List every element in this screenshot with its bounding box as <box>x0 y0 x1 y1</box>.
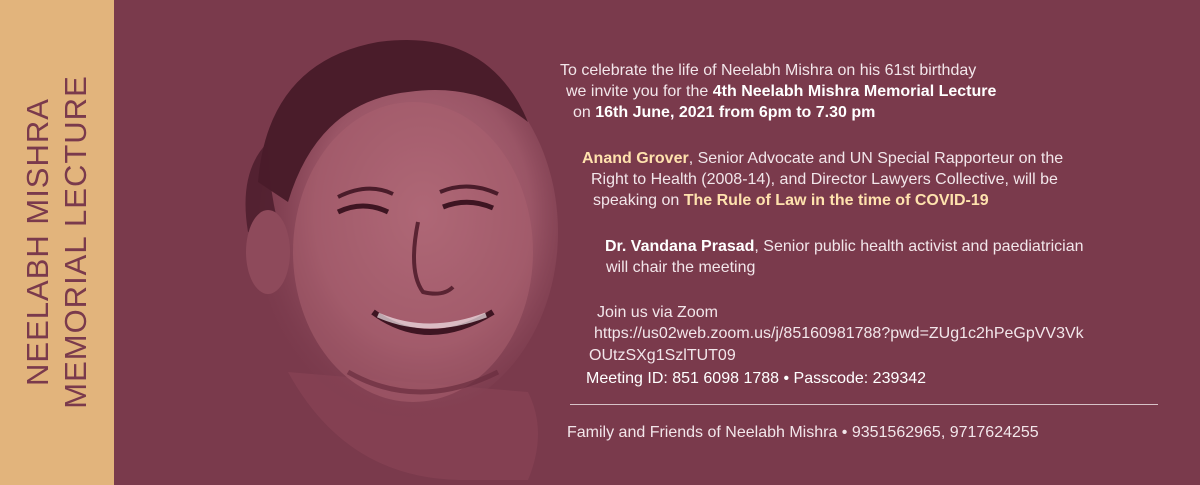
sidebar-title-line2: MEMORIAL LECTURE <box>58 75 93 409</box>
zoom-url-line2: OUtzSXg1SzlTUT09 <box>589 347 736 364</box>
zoom-join: Join us via Zoom <box>597 304 718 321</box>
footer-contact: Family and Friends of Neelabh Mishra • 9351562965, 9717624255 <box>567 424 1039 441</box>
zoom-url-line1: https://us02web.zoom.us/j/85160981788?pwd=ZUg1c2hPeGpVV3Vk <box>594 325 1084 342</box>
speaker-name: Anand Grover <box>582 150 689 167</box>
intro-line2-prefix: we invite you for the <box>566 83 713 100</box>
speaker-line2: Right to Health (2008-14), and Director Lawyers Collective, will be <box>591 171 1058 188</box>
divider <box>570 404 1158 405</box>
intro-line1: To celebrate the life of Neelabh Mishra on his 61st birthday <box>560 62 977 79</box>
chair-line1 <box>605 237 1084 257</box>
event-title: 4th Neelabh Mishra Memorial Lecture <box>712 83 997 100</box>
speaker-line1 <box>582 149 1063 169</box>
speaker-line3-prefix: speaking on <box>593 192 684 209</box>
chair-line2: will chair the meeting <box>606 259 756 276</box>
lecture-topic: The Rule of Law in the time of COVID-19 <box>683 192 989 209</box>
chair-line1-rest: , Senior public health activist and paediatrician <box>754 238 1084 255</box>
event-datetime: 16th June, 2021 from 6pm to 7.30 pm <box>595 104 876 121</box>
intro-line2 <box>566 82 996 102</box>
intro-line3 <box>573 103 875 123</box>
chair-name: Dr. Vandana Prasad <box>605 238 755 255</box>
speaker-line1-rest: , Senior Advocate and UN Special Rapporteur on the <box>688 150 1064 167</box>
zoom-meeting-details: Meeting ID: 851 6098 1788 • Passcode: 239342 <box>586 370 927 387</box>
sidebar-title-line1: NEELABH MISHRA <box>20 98 55 386</box>
speaker-line3 <box>593 191 989 211</box>
intro-line3-prefix: on <box>573 104 596 121</box>
